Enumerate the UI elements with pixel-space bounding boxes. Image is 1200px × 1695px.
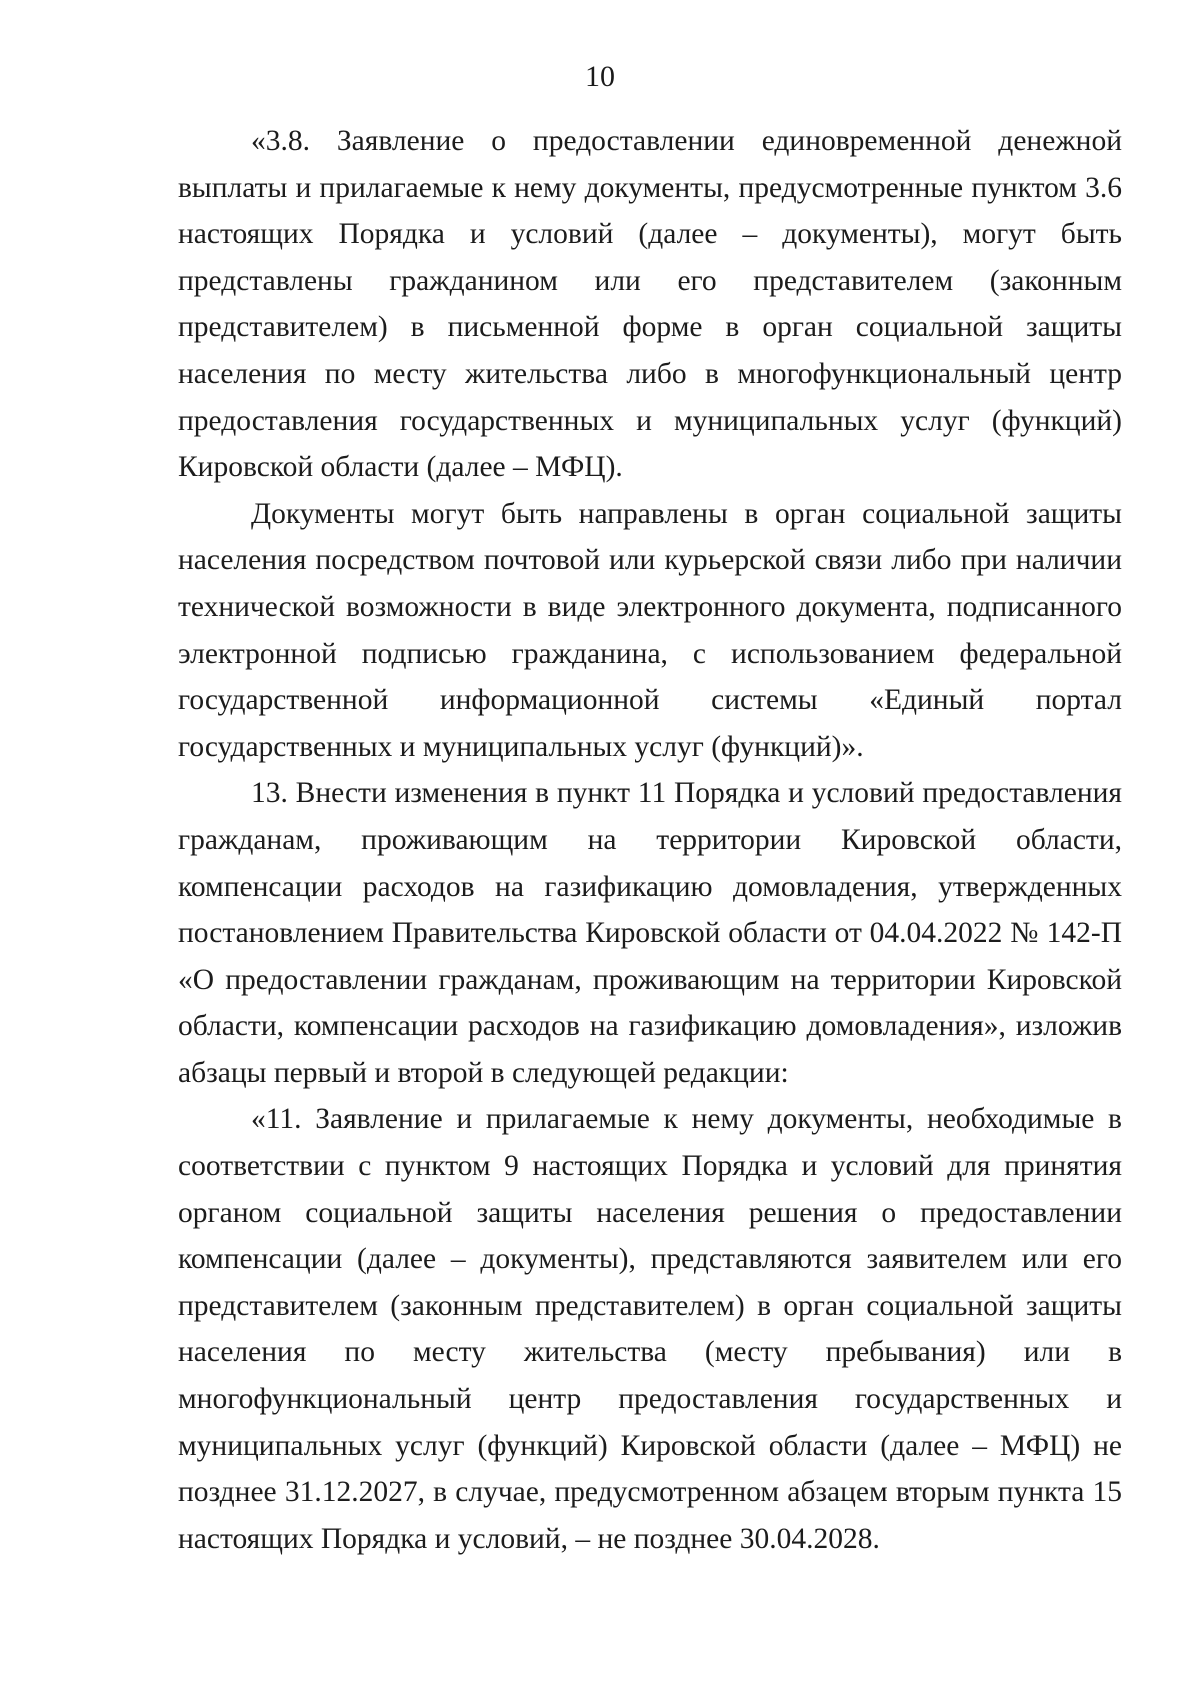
paragraph-item-11: «11. Заявление и прилагаемые к нему документы, необходимые в соответствии с пунктом 9 настоящих Порядка и условий для принятия органом социальной защиты населения решения о предоставлении компенсации (далее – документы), представляются заявителем или его представителем (законным представителем) в орган социальной защиты населения по месту жительства (месту пребывания) или в многофункциональный центр предоставления государственных и муниципальных услуг (функций) Кировской области (далее – МФЦ) не позднее 31.12.2027, в случае, предусмотренном абзацем вторым пункта 15 настоящих Порядка и условий, – не позднее 30.04.2028. [178,1103,1122,1555]
paragraph-3-8: «3.8. Заявление о предоставлении единовременной денежной выплаты и прилагаемые к нему документы, предусмотренные пунктом 3.6 настоящих Порядка и условий (далее – документы), могут быть представлены гражданином или его представителем (законным представителем) в письменной форме в орган социальной защиты населения по месту жительства либо в многофункциональный центр предоставления государственных и муниципальных услуг (функций) Кировской области (далее – МФЦ). [178,125,1122,484]
document-body [178,118,1122,1562]
paragraph-documents-submission: Документы могут быть направлены в орган социальной защиты населения посредством почтовой или курьерской связи либо при наличии технической возможности в виде электронного документа, подписанного электронной подписью гражданина, с использованием федеральной государственной информационной системы «Единый портал государственных и муниципальных услуг (функций)». [178,497,1122,763]
paragraph-item-13: 13. Внести изменения в пункт 11 Порядка и условий предоставления гражданам, проживающим на территории Кировской области, компенсации расходов на газификацию домовладения, утвержденных постановлением Правительства Кировской области от 04.04.2022 № 142-П «О предоставлении гражданам, проживающим на территории Кировской области, компенсации расходов на газификацию домовладения», изложив абзацы первый и второй в следующей редакции: [178,777,1122,1089]
page-number: 10 [585,60,615,93]
